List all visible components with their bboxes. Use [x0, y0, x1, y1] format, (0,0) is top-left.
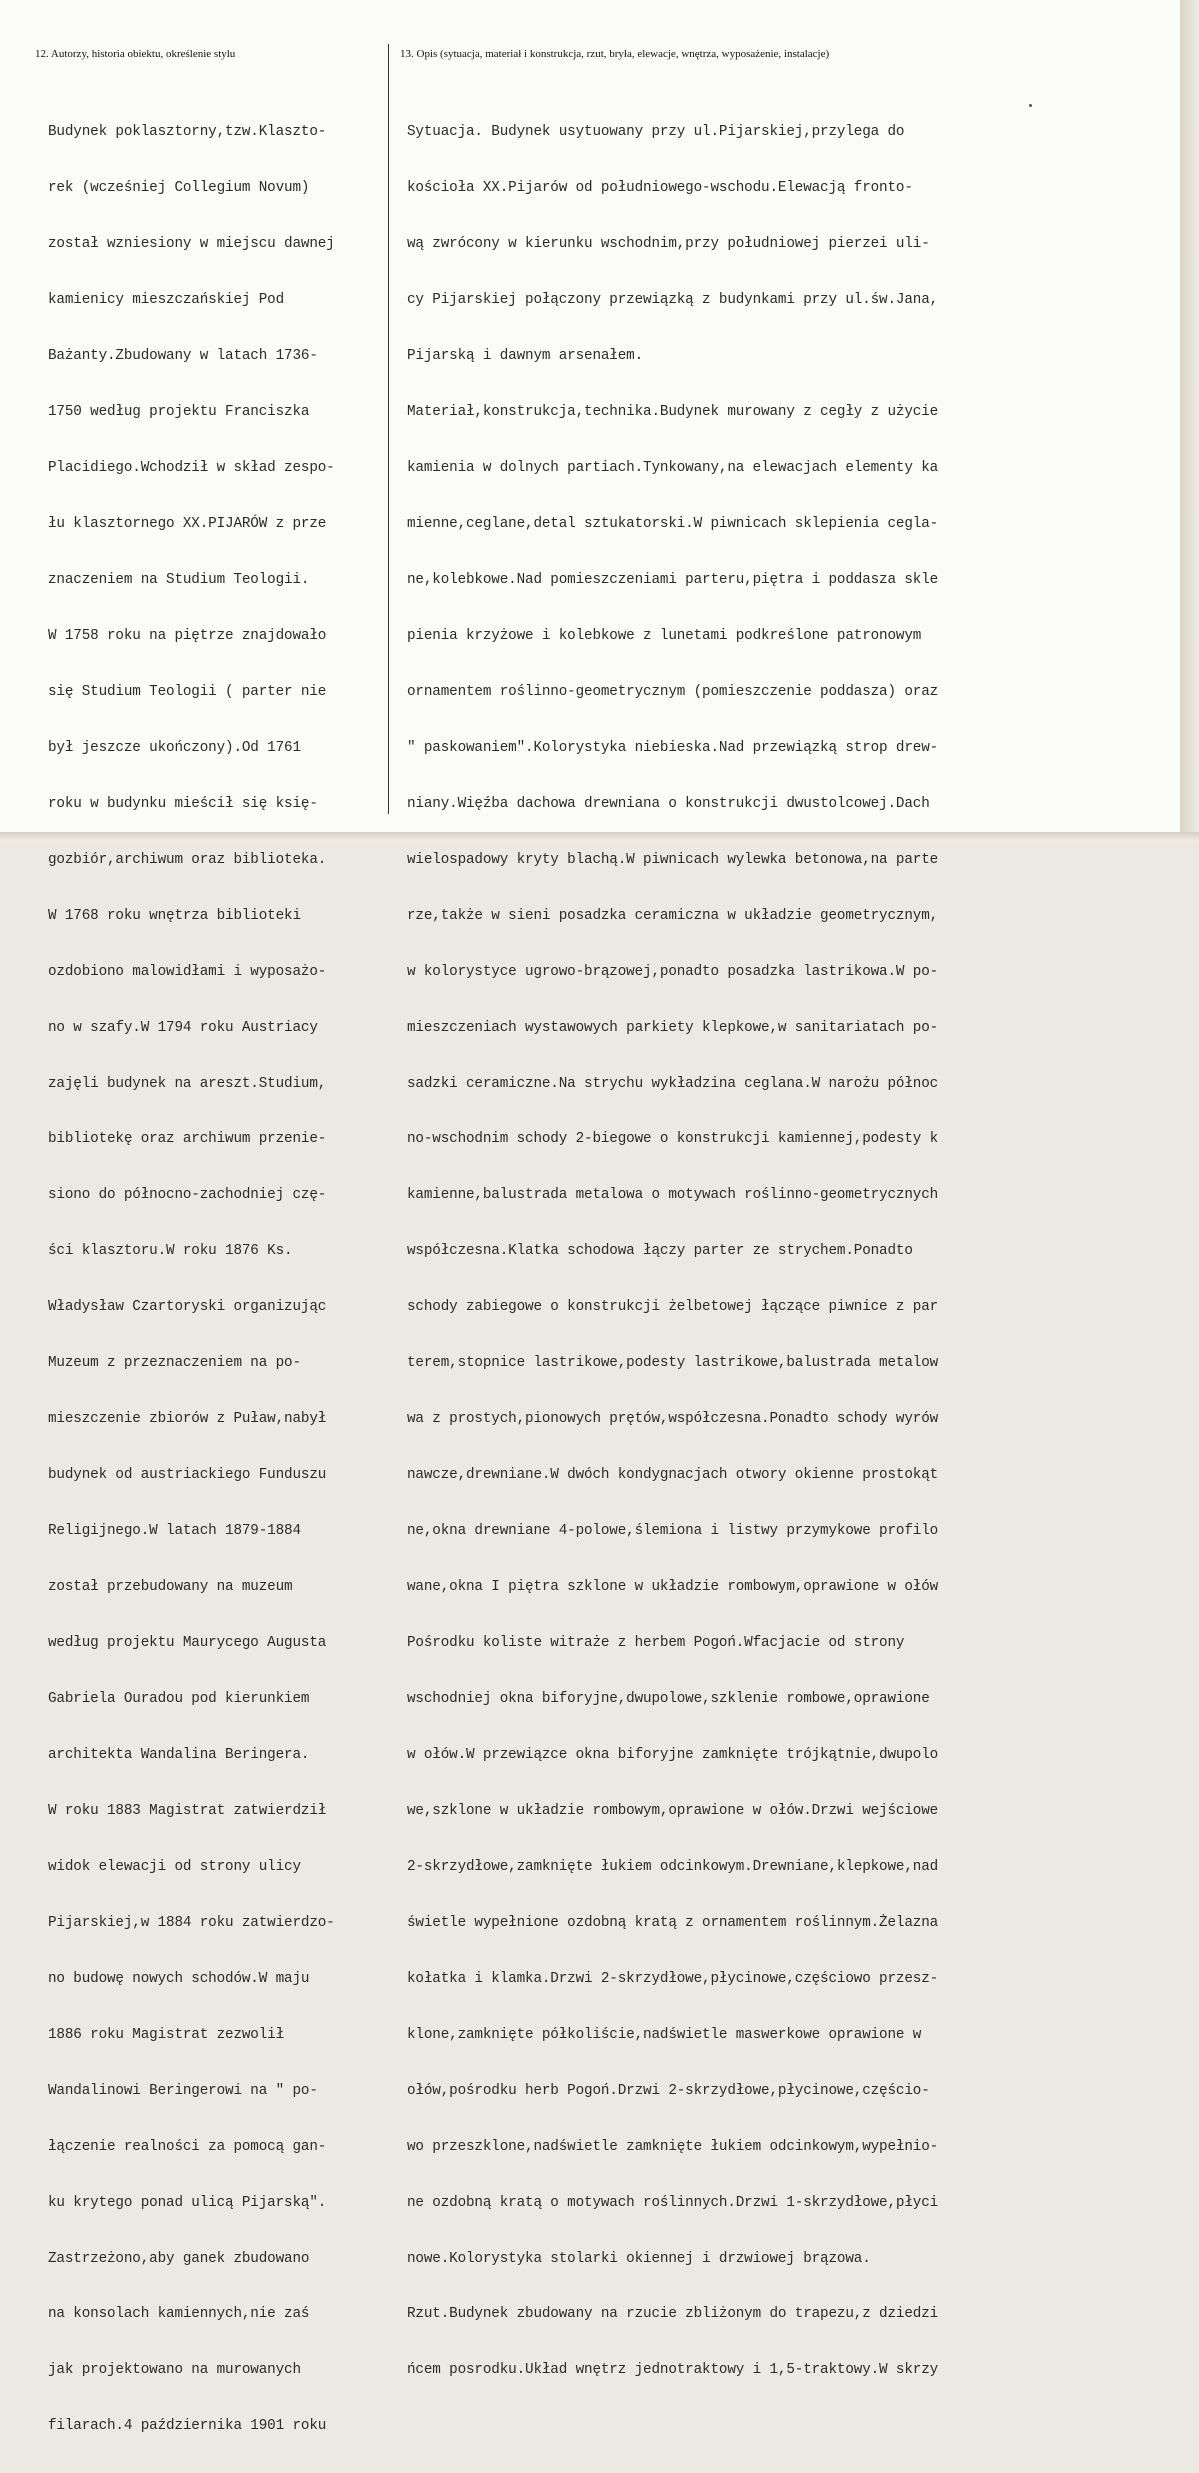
description-line: w ołów.W przewiązce okna biforyjne zamknięte trójkątnie,dwupolo — [407, 1746, 939, 1763]
history-line: budynek od austriackiego Funduszu — [48, 1467, 327, 1484]
history-line: Muzeum z przeznaczeniem na po- — [48, 1355, 301, 1372]
history-line: się Studium Teologii ( parter nie — [48, 683, 327, 700]
description-line: sadzki ceramiczne.Na strychu wykładzina ceglana.W narożu północ — [407, 1075, 939, 1092]
description-line: w kolorystyce ugrowo-brązowej,ponadto posadzka lastrikowa.W po- — [407, 963, 939, 980]
history-line: Wandalinowi Beringerowi na " po- — [48, 2082, 318, 2099]
description-line: wschodniej okna biforyjne,dwupolowe,szklenie rombowe,oprawione — [407, 1691, 930, 1707]
history-line: W roku 1883 Magistrat zatwierdził — [48, 1802, 327, 1819]
history-line: widok elewacji od strony ulicy — [48, 1858, 301, 1875]
history-line: znaczeniem na Studium Teologii. — [48, 571, 310, 588]
history-line: został przebudowany na muzeum — [48, 1579, 293, 1596]
history-line: rek (wcześniej Collegium Novum) — [48, 180, 310, 197]
history-line: został wzniesiony w miejscu dawnej — [48, 236, 335, 253]
description-line: wo przeszklone,nadświetle zamknięte łukiem odcinkowym,wypełnio- — [407, 2138, 939, 2155]
history-line: ści klasztoru.W roku 1876 Ks. — [48, 1243, 293, 1260]
description-line: Pijarską i dawnym arsenałem. — [407, 348, 644, 365]
description-line: wielospadowy kryty blachą.W piwnicach wylewka betonowa,na parte — [407, 851, 939, 868]
page-edge-bottom — [0, 832, 1199, 842]
history-line: kamienicy mieszczańskiej Pod — [48, 292, 285, 309]
history-line: W 1768 roku wnętrza biblioteki — [48, 907, 301, 924]
history-line: ozdobiono malowidłami i wyposażo- — [48, 963, 327, 980]
description-line: 2-skrzydłowe,zamknięte łukiem odcinkowym.Drewniane,klepkowe,nad — [407, 1858, 939, 1875]
ink-dot — [1029, 104, 1032, 107]
description-line: pienia krzyżowe i kolebkowe z lunetami podkreślone patronowym — [407, 627, 922, 644]
history-line: był jeszcze ukończony).Od 1761 — [48, 739, 301, 756]
description-line: ołów,pośrodku herb Pogoń.Drzwi 2-skrzydłowe,płycinowe,częścio- — [407, 2082, 930, 2099]
history-line: według projektu Maurycego Augusta — [48, 1635, 327, 1652]
description-line: ne,okna drewniane 4-polowe,ślemiona i listwy przymykowe profilo — [407, 1523, 939, 1540]
history-line: 1750 według projektu Franciszka — [48, 404, 310, 421]
history-line: na konsolach kamiennych,nie zaś — [48, 2306, 310, 2323]
history-text — [48, 86, 335, 2473]
description-line: mieszczeniach wystawowych parkiety klepkowe,w sanitariatach po- — [407, 1019, 939, 1036]
description-line: niany.Więźba dachowa drewniana o konstrukcji dwustolcowej.Dach — [407, 795, 930, 812]
description-line: Sytuacja. Budynek usytuowany przy ul.Pijarskiej,przylega do — [407, 124, 905, 141]
history-line: zajęli budynek na areszt.Studium, — [48, 1075, 327, 1092]
history-line: Pijarskiej,w 1884 roku zatwierdzo- — [48, 1914, 335, 1931]
description-line: rze,także w sieni posadzka ceramiczna w układzie geometrycznym, — [407, 907, 939, 924]
history-line: roku w budynku mieścił się księ- — [48, 795, 318, 812]
history-line: Gabriela Ouradou pod kierunkiem — [48, 1691, 310, 1707]
description-line: kamienne,balustrada metalowa o motywach roślinno-geometrycznych — [407, 1187, 939, 1204]
description-line: no-wschodnim schody 2-biegowe o konstrukcji kamiennej,podesty k — [407, 1131, 939, 1148]
history-line: ku krytego ponad ulicą Pijarską". — [48, 2194, 327, 2211]
description-line: ńcem posrodku.Układ wnętrz jednotraktowy i 1,5-traktowy.W skrzy — [407, 2362, 939, 2379]
description-line: kołatka i klamka.Drzwi 2-skrzydłowe,płycinowe,częściowo przesz- — [407, 1970, 939, 1987]
description-line: nowe.Kolorystyka stolarki okiennej i drzwiowej brązowa. — [407, 2250, 871, 2267]
history-line: architekta Wandalina Beringera. — [48, 1746, 310, 1763]
history-line: łu klasztornego XX.PIJARÓW z prze — [48, 515, 327, 532]
history-line: 1886 roku Magistrat zezwolił — [48, 2026, 285, 2043]
description-line: Materiał,konstrukcja,technika.Budynek murowany z cegły z użycie — [407, 404, 939, 421]
description-line: Pośrodku koliste witraże z herbem Pogoń.Wfacjacie od strony — [407, 1635, 905, 1652]
description-line: schody zabiegowe o konstrukcji żelbetowej łączące piwnice z par — [407, 1299, 939, 1316]
description-line: cy Pijarskiej połączony przewiązką z budynkami przy ul.św.Jana, — [407, 292, 939, 309]
history-line: jak projektowano na murowanych — [48, 2362, 301, 2379]
history-line: gozbiór,archiwum oraz biblioteka. — [48, 851, 327, 868]
history-line: W 1758 roku na piętrze znajdowało — [48, 627, 327, 644]
description-line: współczesna.Klatka schodowa łączy parter ze strychem.Ponadto — [407, 1243, 913, 1260]
section-12-header: 12. Autorzy, historia obiektu, określenie stylu — [35, 48, 236, 60]
history-line: łączenie realności za pomocą gan- — [48, 2138, 327, 2155]
description-line: ornamentem roślinno-geometrycznym (pomieszczenie poddasza) oraz — [407, 683, 939, 700]
description-line: świetle wypełnione ozdobną kratą z ornamentem roślinnym.Żelazna — [407, 1914, 939, 1931]
description-line: ne,kolebkowe.Nad pomieszczeniami parteru,piętra i poddasza skle — [407, 571, 939, 588]
description-line: ne ozdobną kratą o motywach roślinnych.Drzwi 1-skrzydłowe,płyci — [407, 2194, 939, 2211]
history-line: filarach.4 października 1901 roku — [48, 2418, 327, 2435]
description-line: wane,okna I piętra szklone w układzie rombowym,oprawione w ołów — [407, 1579, 939, 1596]
description-line: " paskowaniem".Kolorystyka niebieska.Nad przewiązką strop drew- — [407, 739, 939, 756]
history-line: no w szafy.W 1794 roku Austriacy — [48, 1019, 318, 1036]
history-line: mieszczenie zbiorów z Puław,nabył — [48, 1411, 327, 1428]
column-divider — [388, 44, 389, 814]
history-line: Władysław Czartoryski organizując — [48, 1299, 327, 1316]
description-line: Rzut.Budynek zbudowany na rzucie zbliżonym do trapezu,z dziedzi — [407, 2306, 939, 2323]
history-line: Bażanty.Zbudowany w latach 1736- — [48, 348, 318, 365]
description-line: we,szklone w układzie rombowym,oprawione w ołów.Drzwi wejściowe — [407, 1802, 939, 1819]
description-line: kamienia w dolnych partiach.Tynkowany,na elewacjach elementy ka — [407, 460, 939, 477]
page-edge-right — [1180, 0, 1199, 842]
description-line: wa z prostych,pionowych prętów,współczesna.Ponadto schody wyrów — [407, 1411, 939, 1428]
description-line: kościoła XX.Pijarów od południowego-wschodu.Elewacją fronto- — [407, 180, 913, 197]
description-line: wą zwrócony w kierunku wschodnim,przy południowej pierzei uli- — [407, 236, 930, 253]
description-line: terem,stopnice lastrikowe,podesty lastrikowe,balustrada metalow — [407, 1355, 939, 1372]
history-line: Budynek poklasztorny,tzw.Klaszto- — [48, 124, 327, 141]
description-text — [407, 86, 938, 2417]
history-line: siono do północno-zachodniej czę- — [48, 1187, 327, 1204]
description-line: nawcze,drewniane.W dwóch kondygnacjach otwory okienne prostokąt — [407, 1467, 939, 1484]
history-line: bibliotekę oraz archiwum przenie- — [48, 1131, 327, 1148]
history-line: Zastrzeżono,aby ganek zbudowano — [48, 2250, 310, 2267]
description-line: mienne,ceglane,detal sztukatorski.W piwnicach sklepienia cegla- — [407, 515, 939, 532]
history-line: no budowę nowych schodów.W maju — [48, 1970, 310, 1987]
history-line: Religijnego.W latach 1879-1884 — [48, 1523, 301, 1540]
history-line: Placidiego.Wchodził w skład zespo- — [48, 460, 335, 477]
description-line: klone,zamknięte półkoliście,nadświetle maswerkowe oprawione w — [407, 2026, 922, 2043]
section-13-header: 13. Opis (sytuacja, materiał i konstrukcja, rzut, bryła, elewacje, wnętrza, wyposażenie, instalacje) — [400, 48, 830, 60]
